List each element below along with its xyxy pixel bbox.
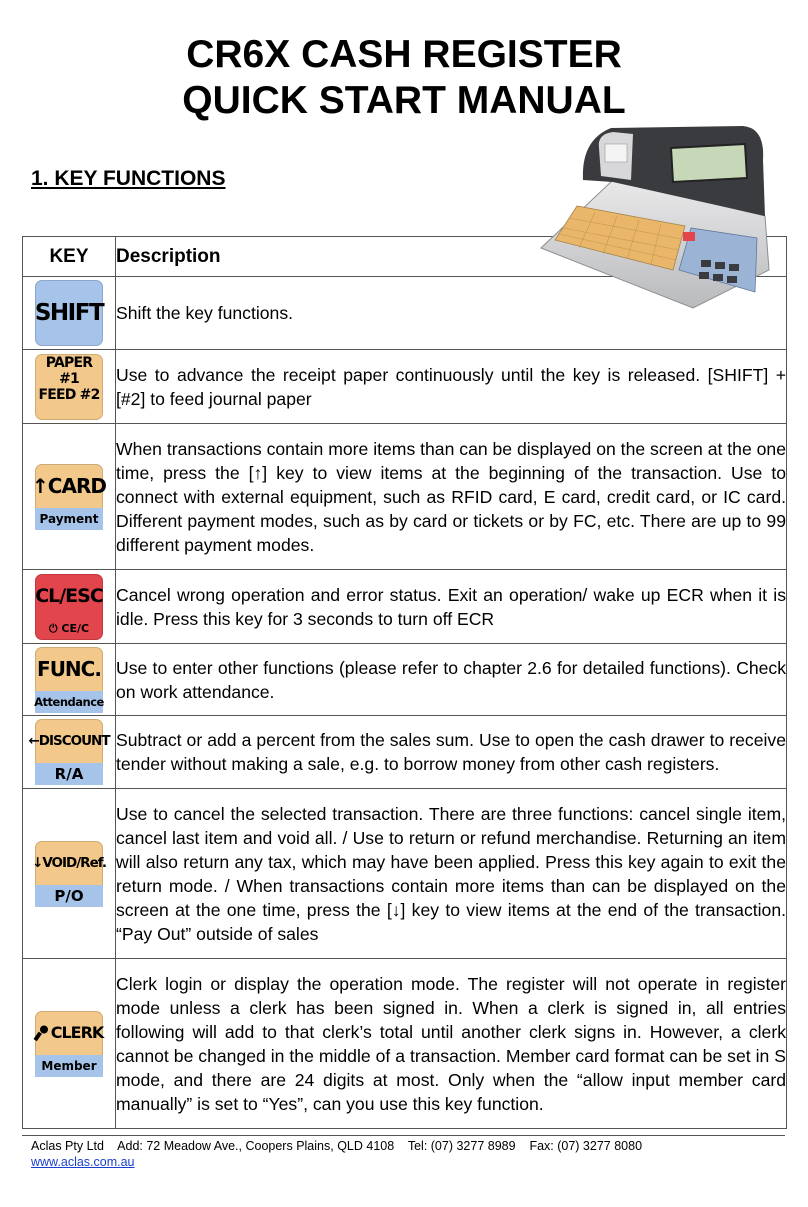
header-description: Description xyxy=(116,237,787,277)
header-key: KEY xyxy=(23,237,116,277)
key-top-label: SHIFT xyxy=(34,300,104,326)
key-bottom-label: ⏻ CE/C xyxy=(48,621,90,635)
key-wrench-icon xyxy=(35,1025,49,1041)
section-heading: 1. KEY FUNCTIONS xyxy=(31,167,226,190)
function-key-icon xyxy=(35,647,103,713)
paper-feed-key-icon xyxy=(35,354,103,420)
title-line-1: CR6X CASH REGISTER xyxy=(186,33,622,76)
key-bottom-label: FEED #2 xyxy=(38,386,100,403)
footer-divider xyxy=(22,1135,785,1136)
key-top-label: ←DISCOUNT xyxy=(28,733,110,749)
key-top-label: ↑CARD xyxy=(32,473,106,498)
row-description: Clerk login or display the operation mode. The register will not operate in register mode unless a clerk has been signed in. When a clerk is signed in, all entries following will add to that clerk’s total until another clerk signs in. However, a clerk cannot be changed in the middle of a transaction. Member card format can be set in S mode, and there are 24 digits at most. Only when the “allow input member card manually” is set to “Yes”, can you use this key function. xyxy=(116,959,787,1129)
void-refund-key-icon xyxy=(32,841,106,907)
key-top-label: CL/ESC xyxy=(35,584,103,607)
page-footer xyxy=(31,1138,642,1170)
footer-website-link[interactable]: www.aclas.com.au xyxy=(31,1155,135,1169)
key-top-label: PAPER #1 xyxy=(45,354,93,387)
clear-escape-key-icon xyxy=(35,574,103,640)
key-top-label xyxy=(35,1011,103,1055)
row-description: Use to enter other functions (please refer to chapter 2.6 for detailed functions). Check on work attendance. xyxy=(116,644,787,716)
table-row xyxy=(23,716,787,789)
footer-address: Aclas Pty Ltd Add: 72 Meadow Ave., Coopers Plains, QLD 4108 Tel: (07) 3277 8989 Fax: (07) 3277 8080 xyxy=(31,1139,643,1153)
cash-register-image xyxy=(533,120,773,310)
clerk-key-icon xyxy=(35,1011,103,1077)
key-top-label: FUNC. xyxy=(37,656,101,681)
row-description: Shift the key functions. xyxy=(116,277,787,350)
table-row xyxy=(23,644,787,716)
table-row xyxy=(23,570,787,644)
key-bottom-label: P/O xyxy=(35,885,103,907)
row-description: Use to advance the receipt paper continuously until the key is released. [SHIFT] + [#2] to feed journal paper xyxy=(116,350,787,424)
row-description: Use to cancel the selected transaction. There are three functions: cancel single item, cancel last item and void all. / Use to return or refund merchandise. Returning an item will also return any tax, which may have been applied. Press this key again to exit the return mode. / When transactions contain more items than can be displayed on the screen at the one time, press the [↓] key to view items at the end of the transaction. “Pay Out” outside of sales xyxy=(116,789,787,959)
key-functions-table xyxy=(22,236,787,1129)
key-bottom-label: R/A xyxy=(35,763,103,785)
table-row xyxy=(23,789,787,959)
key-top-text: CLERK xyxy=(50,1023,104,1042)
key-bottom-label: Payment xyxy=(35,508,103,530)
shift-key-icon xyxy=(35,280,103,346)
table-row xyxy=(23,424,787,570)
key-bottom-label: Member xyxy=(35,1055,103,1077)
discount-key-icon xyxy=(28,719,110,785)
row-description: Subtract or add a percent from the sales sum. Use to open the cash drawer to receive tender without making a sale, e.g. to borrow money from other cash registers. xyxy=(116,716,787,789)
row-description: Cancel wrong operation and error status. Exit an operation/ wake up ECR when it is idle. Press this key for 3 seconds to turn off ECR xyxy=(116,570,787,644)
card-key-icon xyxy=(32,464,106,530)
title-line-2: QUICK START MANUAL xyxy=(182,79,626,122)
key-top-label: ↓VOID/Ref. xyxy=(32,854,106,871)
table-row xyxy=(23,350,787,424)
key-bottom-label: Attendance xyxy=(35,691,103,713)
row-description: When transactions contain more items than can be displayed on the screen at the one time, press the [↑] key to view items at the beginning of the transaction. Use to connect with external equipment, such as RFID card, E card, credit card, or IC card. Different payment modes, such as by card or tickets or by FC, etc. There are up to 99 different payment modes. xyxy=(116,424,787,570)
document-title xyxy=(0,32,808,124)
table-row xyxy=(23,959,787,1129)
